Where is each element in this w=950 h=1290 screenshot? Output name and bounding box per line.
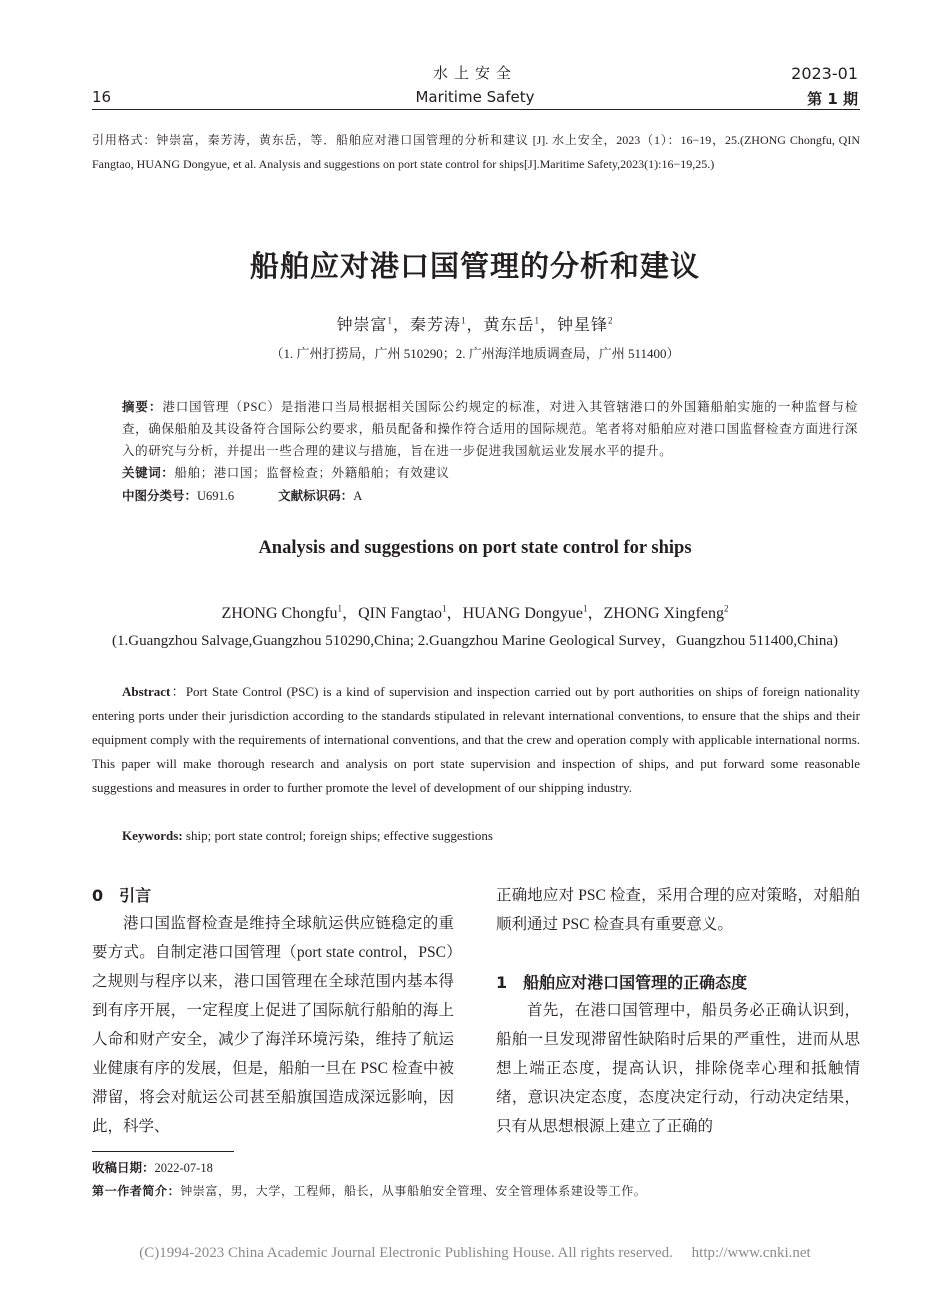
introduction-paragraph-continued: 正确地应对 PSC 检查，采用合理的应对策略，对船舶顺利通过 PSC 检查具有重要意义。 <box>496 887 860 933</box>
authors-en: ZHONG Chongfu$^1$，QIN Fangtao$^1$，HUANG Dongyue$^1$，ZHONG Xingfeng$^2$ <box>221 603 729 622</box>
journal-name-cn: 水上安全 <box>432 64 517 82</box>
first-author-bio <box>92 1181 646 1201</box>
received-date-label: 收稿日期： <box>92 1160 155 1175</box>
affiliations-en: (1.Guangzhou Salvage,Guangzhou 510290,China; 2.Guangzhou Marine Geological Survey，Guangzhou 511400,China) <box>112 633 838 649</box>
first-author-bio-label: 第一作者简介： <box>92 1184 181 1198</box>
keywords-cn-text: 船舶；港口国；监督检查；外籍船舶；有效建议 <box>174 466 450 480</box>
author-affil-mark: 1 <box>460 315 467 326</box>
copyright-notice: (C)1994-2023 China Academic Journal Electronic Publishing House. All rights reserved. http://www.cnki.net <box>139 1245 811 1261</box>
author-name: 秦芳涛 <box>409 317 461 334</box>
author-affil-mark: 1 <box>442 603 447 614</box>
abstract-cn-text: 港口国管理（PSC）是指港口当局根据相关国际公约规定的标准，对进入其管辖港口的外国籍船舶实施的一种监督与检查，确保船舶及其设备符合国际公约要求，船员配备和操作符合适用的国际规范。笔者将对船舶应对港口国监督检查方面进行深入的研究与分析，并提出一些合理的建议与措施，旨在进一步促进我国航运业发展水平的提升。 <box>122 400 858 458</box>
author-name: HUANG Dongyue <box>462 605 583 622</box>
page-number: 16 <box>92 88 112 106</box>
introduction-paragraph: 港口国监督检查是维持全球航运供应链稳定的重要方式。自制定港口国管理（port state control，PSC）之规则与程序以来，港口国管理在全球范围内基本得到有序开展，一定程度上促进了国际航行船舶的海上人命和财产安全，减少了海洋环境污染，维持了航运业健康有序的发展，但是，船舶一旦在 PSC 检查中被滞留，将会对航运公司甚至船旗国造成深远影响，因此，科学、 <box>92 915 454 1135</box>
authors-cn: 钟崇富$^1$，秦芳涛$^1$，黄东岳$^1$，钟星锋$^2$ <box>336 315 614 334</box>
author-name: QIN Fangtao <box>358 605 443 622</box>
section-heading-1: 1 船舶应对港口国管理的正确态度 <box>496 973 748 992</box>
author-affil-mark: 2 <box>608 315 614 326</box>
author-affil-mark: 1 <box>337 603 343 614</box>
classification-line <box>122 485 362 507</box>
author-name: 钟崇富 <box>336 317 388 334</box>
author-name: 钟星锋 <box>557 317 609 334</box>
author-affil-mark: 1 <box>534 315 541 326</box>
author-affil-mark: 2 <box>723 603 729 614</box>
author-affil-mark: 1 <box>583 603 588 614</box>
clc-label: 中图分类号： <box>122 488 198 503</box>
author-name: ZHONG Chongfu <box>221 605 338 622</box>
abstract-cn-label: 摘要： <box>122 399 163 414</box>
paper-title-cn: 船舶应对港口国管理的分析和建议 <box>249 249 700 283</box>
author-name: ZHONG Xingfeng <box>603 605 724 622</box>
abstract-en-sep: ： <box>170 684 186 699</box>
journal-name-en: Maritime Safety <box>415 88 535 106</box>
keywords-en <box>122 824 493 848</box>
doc-code-label: 文献标识码： <box>278 488 354 503</box>
keywords-cn-label: 关键词： <box>122 465 175 480</box>
keywords-en-label: Keywords: <box>122 828 183 843</box>
issue-number: 第 1 期 <box>807 90 858 108</box>
abstract-en-text: Port State Control (PSC) is a kind of supervision and inspection carried out by port authorities on ships of foreign nationality entering ports under their jurisdiction according to the standards stipulated in relevant international conventions, to ensure that the ships and their equipment comply with the requirements of international conventions, and that the crew and operation comply with applicable international norms. This paper will make thorough research and analysis on port state supervision and inspection of ships, and put forward some reasonable suggestions and measures in order to further promote the level of development of our shipping industry. <box>92 684 860 795</box>
abstract-en-label: Abstract <box>122 684 171 699</box>
affiliations-cn: （1. 广州打捞局，广州 510290；2. 广州海洋地质调查局，广州 511400） <box>270 346 680 361</box>
first-author-bio-value: 钟崇富，男，大学，工程师，船长，从事船舶安全管理、安全管理体系建设等工作。 <box>180 1184 647 1198</box>
abstract-cn <box>122 396 858 462</box>
author-affil-mark: 1 <box>387 315 393 326</box>
footnote-rule <box>92 1151 234 1152</box>
received-date-value: 2022-07-18 <box>154 1161 213 1175</box>
citation-format: 引用格式：钟崇富，秦芳涛，黄东岳，等．船舶应对港口国管理的分析和建议 [J]. 水上安全，2023（1）：16−19，25.(ZHONG Chongfu, QIN Fangtao, HUANG Dongyue, et al. Analysis and suggestions on port state control for ships[J].Maritime Safety,2023(1):16−19,25.) <box>92 133 860 171</box>
abstract-en <box>92 680 860 800</box>
paper-title-en: Analysis and suggestions on port state control for ships <box>258 538 692 558</box>
clc-value: U691.6 <box>197 489 235 503</box>
author-name: 黄东岳 <box>483 317 535 334</box>
section1-paragraph: 首先，在港口国管理中，船员务必正确认识到，船舶一旦发现滞留性缺陷时后果的严重性，进而从思想上端正态度，提高认识，排除侥幸心理和抵触情绪，意识决定态度，态度决定行动，行动决定结果，只有从思想根源上建立了正确的 <box>496 1002 860 1135</box>
received-date <box>92 1158 213 1178</box>
keywords-cn <box>122 462 450 484</box>
header-rule <box>92 109 860 110</box>
section-heading-introduction: 0 引言 <box>92 886 152 905</box>
issue-year: 2023-01 <box>791 64 858 83</box>
doc-code-value: A <box>353 489 363 503</box>
keywords-en-text: ship; port state control; foreign ships; effective suggestions <box>182 828 493 843</box>
